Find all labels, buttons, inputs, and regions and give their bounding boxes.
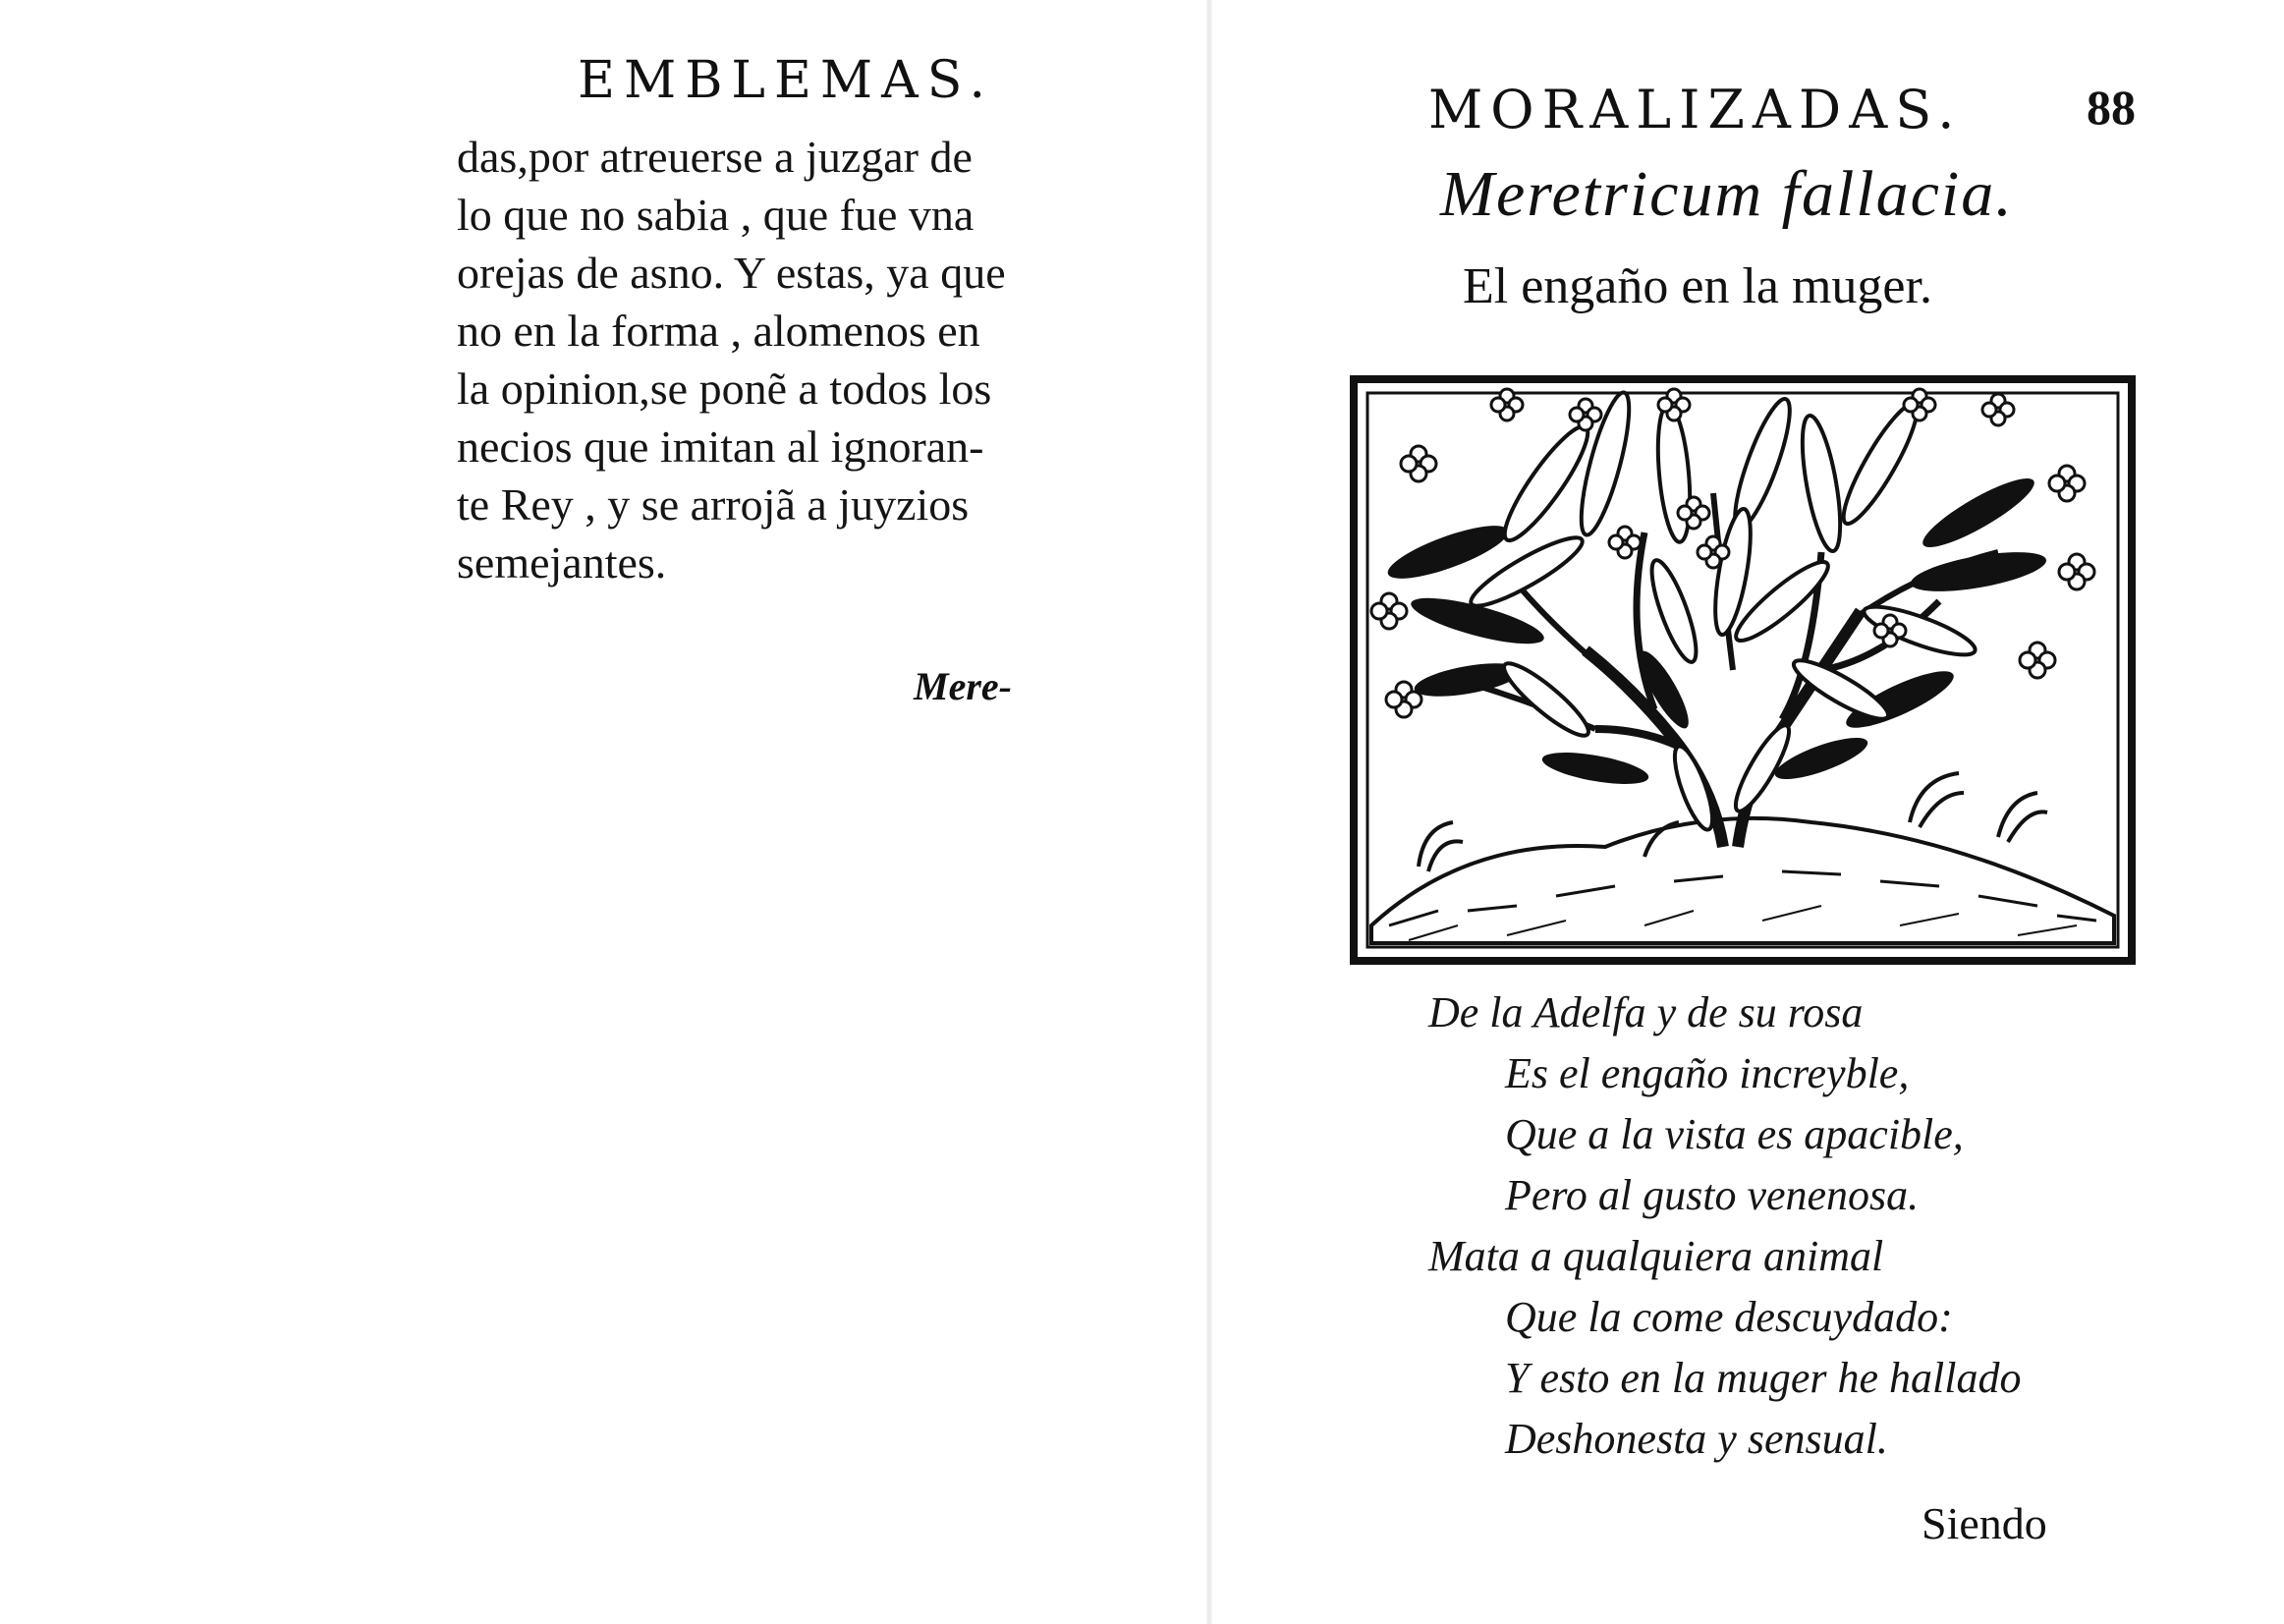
- verse-line: Que la come descuydado:: [1505, 1293, 1953, 1341]
- page-number: 88: [2087, 80, 2136, 135]
- oleander-woodcut-icon: [1350, 375, 2136, 965]
- emblem-motto: Meretricum fallacia.: [1440, 158, 2014, 230]
- text-line: te Rey , y se arrojã a juyzios: [457, 479, 970, 530]
- text-line: lo que no sabia , que fue vna: [457, 190, 975, 240]
- verse-line: Es el engaño increyble,: [1505, 1049, 1910, 1097]
- catchword-left: Mere-: [914, 664, 1012, 708]
- text-line: orejas de asno. Y estas, ya que: [457, 248, 1006, 298]
- text-line: necios que imitan al ignoran-: [457, 421, 984, 472]
- text-line: no en la forma , alomenos en: [457, 306, 980, 356]
- text-line: das,por atreuerse a juzgar de: [457, 132, 973, 182]
- text-line: semejantes.: [457, 537, 667, 588]
- verse-line: Que a la vista es apacible,: [1505, 1110, 1964, 1158]
- verse-line: Deshonesta y sensual.: [1505, 1415, 1888, 1463]
- emblem-subtitle: El engaño en la muger.: [1463, 258, 1932, 314]
- verse-line: Pero al gusto venenosa.: [1505, 1171, 1920, 1219]
- verse-line: Mata a qualquiera animal: [1428, 1232, 1884, 1280]
- emblem-verse: [1428, 982, 2116, 1470]
- running-head-right: MORALIZADAS.: [1428, 79, 1963, 140]
- catchword-right: Siendo: [1922, 1498, 2047, 1548]
- left-body-text: [457, 128, 1076, 591]
- right-page: [1212, 0, 2284, 1624]
- running-head-left: EMBLEMAS.: [578, 51, 995, 110]
- verse-line: De la Adelfa y de su rosa: [1428, 988, 1864, 1036]
- verse-line: Y esto en la muger he hallado: [1505, 1354, 2022, 1402]
- text-line: la opinion,se ponẽ a todos los: [457, 364, 992, 414]
